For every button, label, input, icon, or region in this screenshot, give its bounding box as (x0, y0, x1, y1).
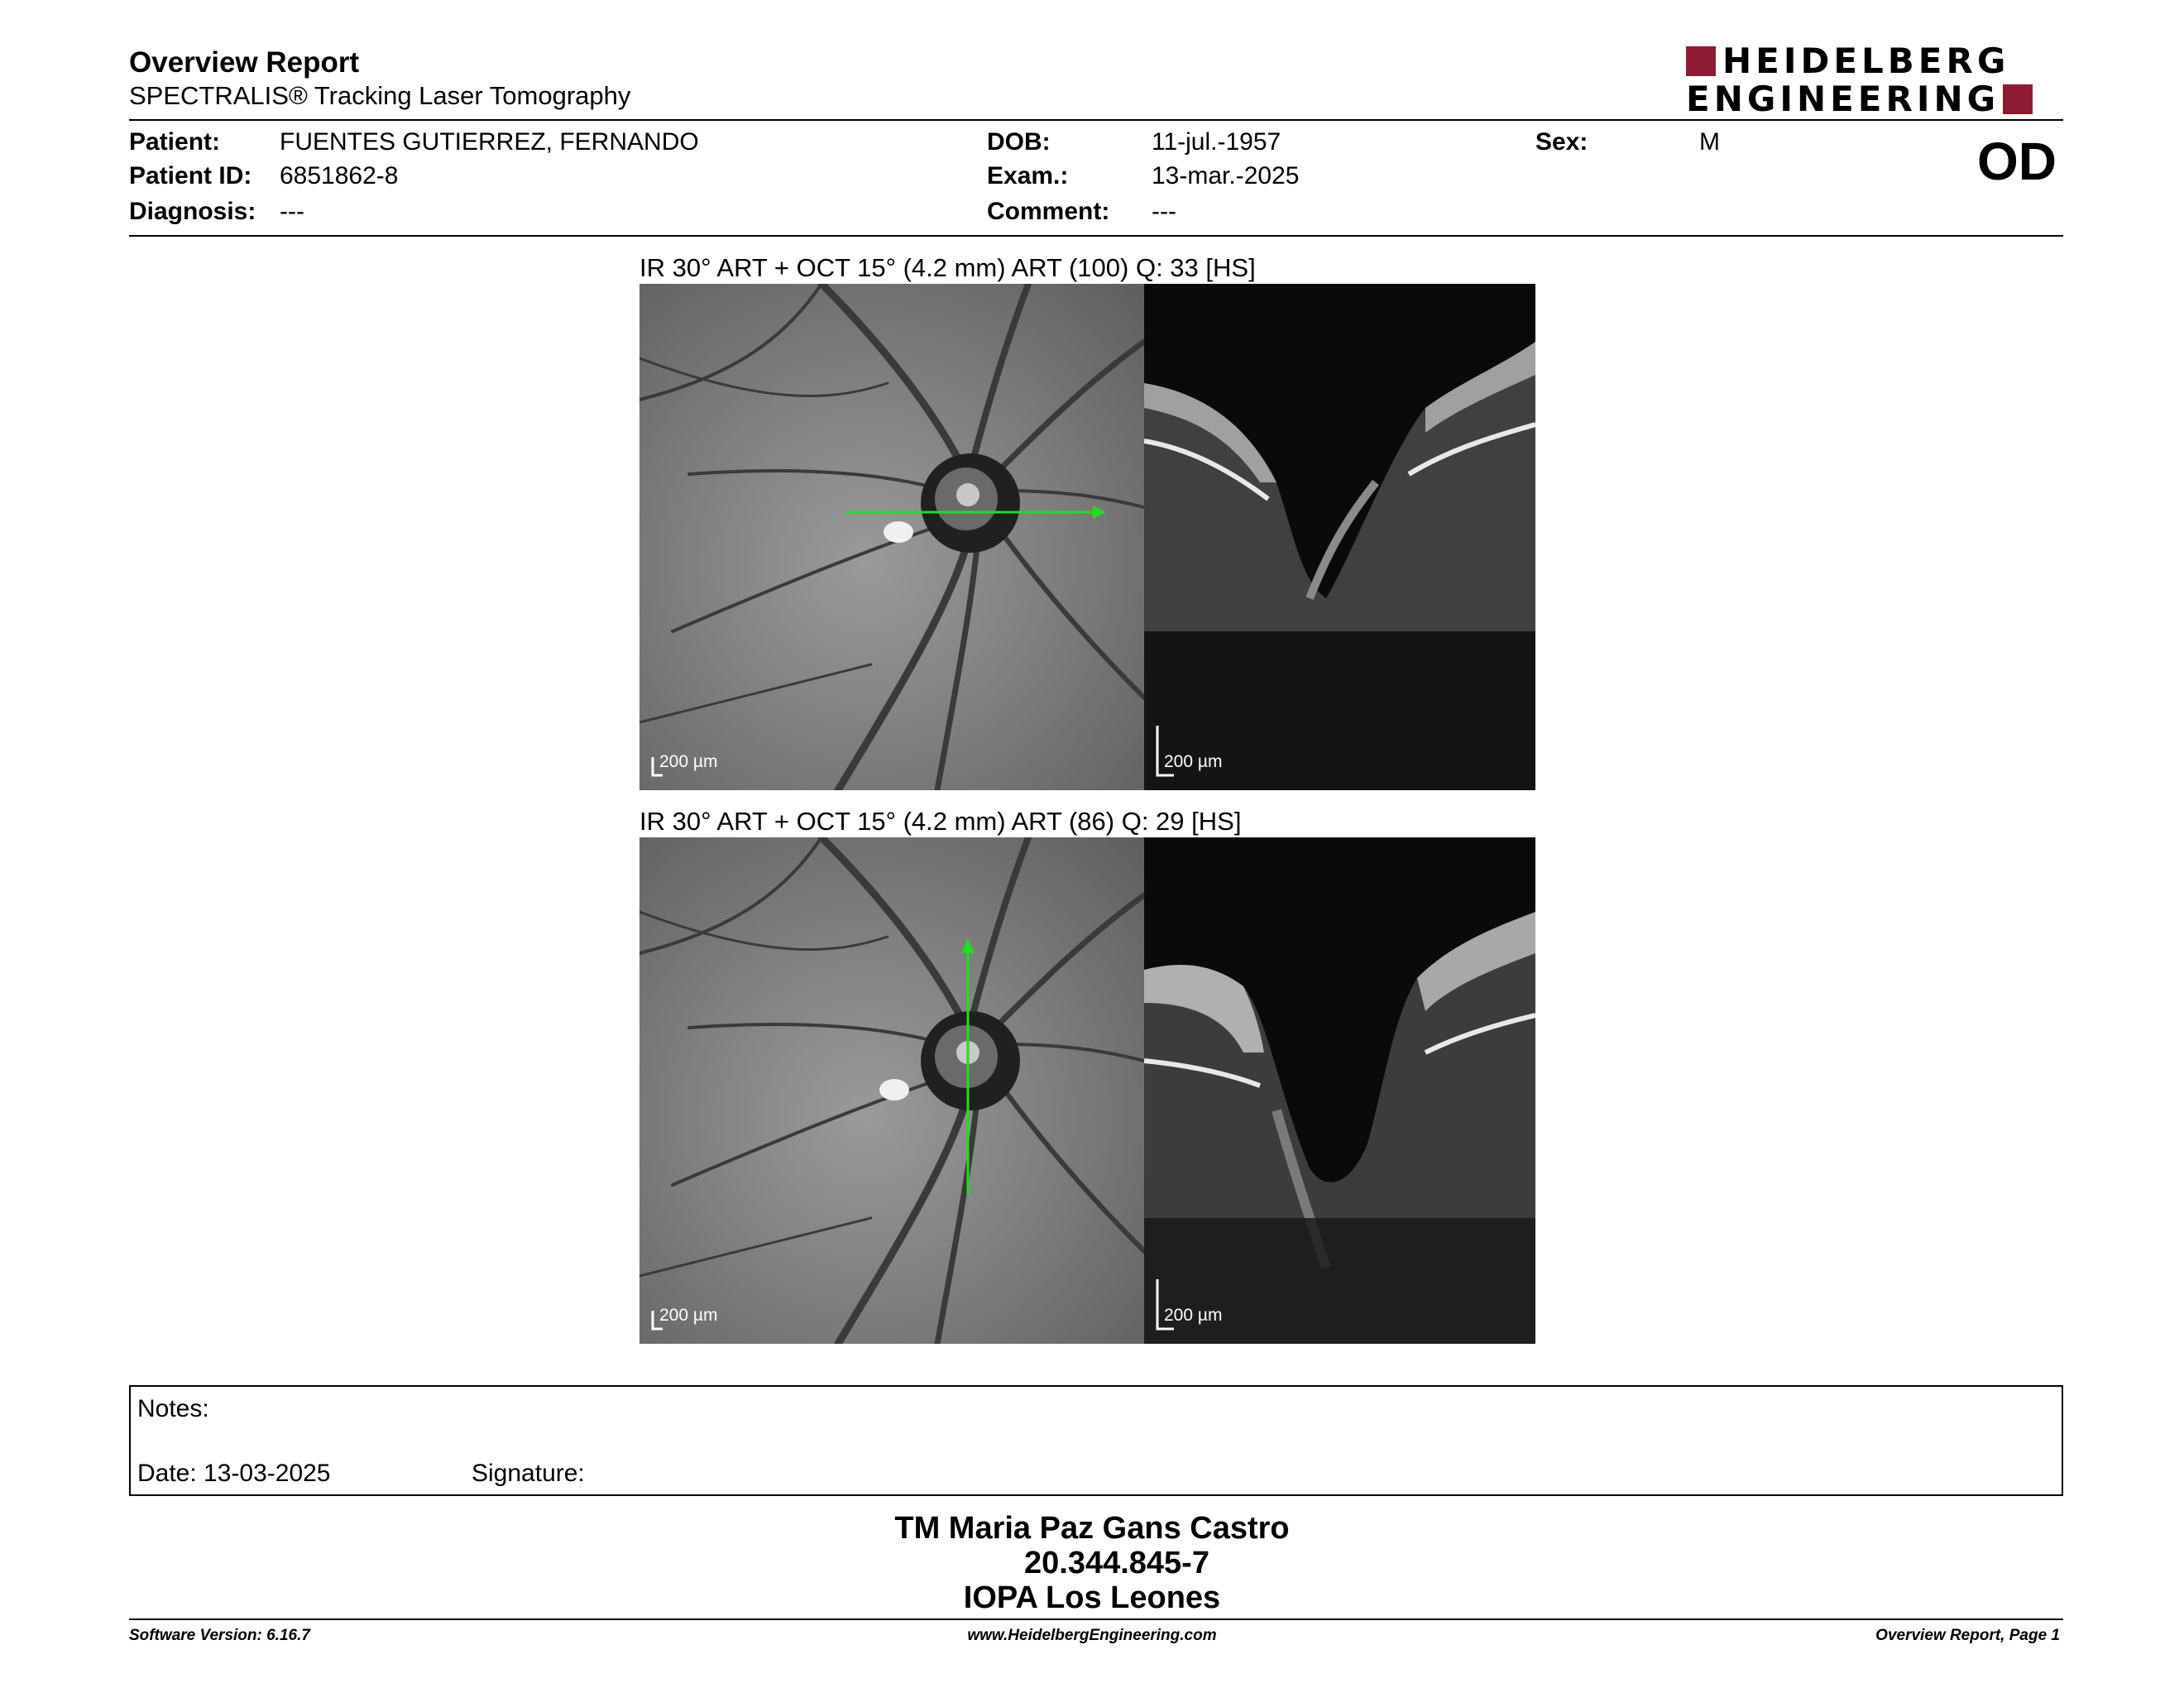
scan-1-title: IR 30° ART + OCT 15° (4.2 mm) ART (100) Q: 33 [HS] (639, 253, 1256, 282)
sex-value: M (1699, 128, 1720, 156)
scan-1-oct-scale: 200 µm (1164, 752, 1223, 771)
dob-value: 11-jul.-1957 (1152, 128, 1281, 156)
scan-1-fundus-image (639, 284, 1144, 790)
oct-bscan-image (1144, 284, 1535, 790)
scan-2-title: IR 30° ART + OCT 15° (4.2 mm) ART (86) Q: 29 [HS] (639, 807, 1242, 836)
report-subtitle: SPECTRALIS® Tracking Laser Tomography (129, 81, 631, 110)
scan-arrow-icon (1093, 506, 1106, 519)
sex-label: Sex: (1535, 128, 1588, 156)
report-title: Overview Report (129, 46, 360, 79)
fundus-vessels (639, 837, 1144, 1344)
signer-institution: IOPA Los Leones (963, 1580, 1221, 1615)
patient-label: Patient: (129, 128, 221, 156)
patient-id: 6851862-8 (280, 162, 399, 189)
scan-2-fundus-scale: 200 µm (659, 1306, 718, 1325)
patient-name: FUENTES GUTIERREZ, FERNANDO (280, 128, 699, 156)
diagnosis-value: --- (280, 198, 304, 225)
scan-1-fundus-scale: 200 µm (659, 752, 718, 771)
eye-laterality: OD (1977, 132, 2057, 191)
logo-square-icon (1686, 46, 1716, 76)
scan-2-oct-scale: 200 µm (1164, 1306, 1223, 1325)
logo-line-2: ENGINEERING (1686, 79, 2000, 119)
patient-id-label: Patient ID: (129, 162, 252, 189)
website-link[interactable]: www.HeidelbergEngineering.com (967, 1627, 1217, 1644)
exam-label: Exam.: (987, 162, 1069, 189)
page-indicator: Overview Report, Page 1 (1875, 1627, 2060, 1644)
patient-rule (129, 235, 2063, 237)
heidelberg-logo (1686, 41, 2063, 119)
scan-1-oct-bscan (1144, 284, 1535, 790)
header-rule (129, 119, 2063, 121)
signer-rut: 20.344.845-7 (1024, 1546, 1209, 1580)
scan-arrow-icon (961, 938, 975, 953)
software-version: Software Version: 6.16.7 (129, 1627, 310, 1644)
footer-rule (129, 1618, 2063, 1620)
exam-value: 13-mar.-2025 (1152, 162, 1300, 189)
dob-label: DOB: (987, 128, 1051, 156)
logo-square-icon (2003, 84, 2033, 114)
notes-box (129, 1385, 2063, 1496)
comment-value: --- (1152, 198, 1176, 225)
fundus-vessels (639, 284, 1144, 790)
signer-name: TM Maria Paz Gans Castro (894, 1511, 1290, 1546)
signature-label: Signature: (472, 1460, 585, 1487)
logo-line-1: HEIDELBERG (1722, 41, 2010, 81)
scan-2-fundus-image (639, 837, 1144, 1344)
scan-2-oct-bscan (1144, 837, 1535, 1344)
notes-date: Date: 13-03-2025 (137, 1460, 331, 1487)
oct-bscan-image (1144, 837, 1535, 1344)
comment-label: Comment: (987, 198, 1110, 225)
notes-label: Notes: (137, 1395, 209, 1422)
diagnosis-label: Diagnosis: (129, 198, 256, 225)
